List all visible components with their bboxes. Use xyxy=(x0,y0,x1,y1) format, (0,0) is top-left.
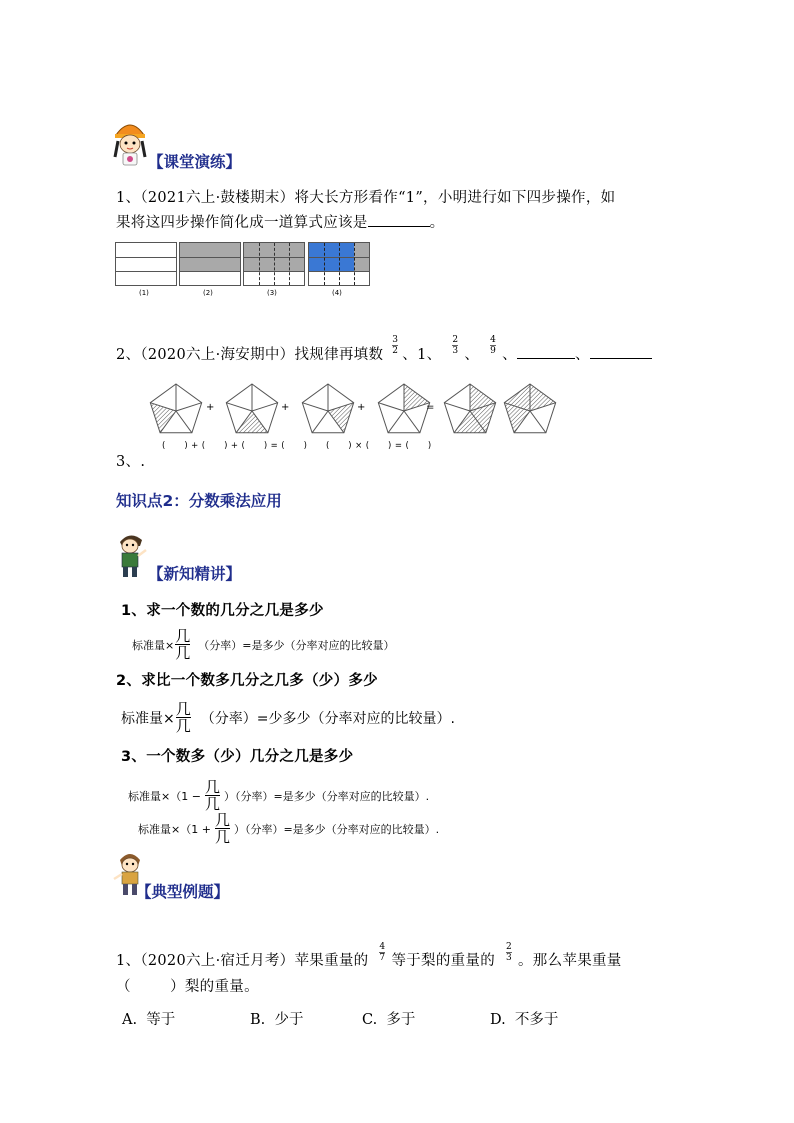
q2-frac-3: $\frac{4}{9}$ xyxy=(490,335,497,356)
item1-frac: $\frac{\text{几}}{\text{几}}$ xyxy=(175,627,191,662)
item3-title: 3、一个数多（少）几分之几是多少 xyxy=(121,749,354,765)
q2-answer-blank-2[interactable] xyxy=(590,358,652,359)
q3-label: 3、. xyxy=(116,454,146,470)
girl-mascot-icon xyxy=(112,117,148,167)
pentagon-1 xyxy=(150,384,201,433)
item2-title: 2、求比一个数多几分之几多（少）多少 xyxy=(116,673,378,689)
item1-formula: 标准量× $\frac{\text{几}}{\text{几}}$ （分率）=是多少（分率对应的比较量） xyxy=(132,627,395,662)
fig-label-1: (1) xyxy=(139,289,149,297)
option-a[interactable]: A. 等于 xyxy=(122,1012,176,1028)
fig-label-2: (2) xyxy=(203,289,213,297)
item3-frac-minus: $\frac{\text{几}}{\text{几}}$ xyxy=(204,778,220,813)
op-plus-2: + xyxy=(281,402,290,413)
section-header-new-knowledge: 【新知精讲】 xyxy=(148,565,242,583)
q1-line1: 1、（2021六上·鼓楼期末）将大长方形看作“1”，小明进行如下四步操作，如 xyxy=(116,190,616,206)
pentagon-3 xyxy=(302,384,353,433)
item3-formula-minus: 标准量×（1 − $\frac{\text{几}}{\text{几}}$ ）（分率）=是多少（分率对应的比较量）. xyxy=(128,778,430,813)
q3-answer-row: ( ) + ( ) + ( ) = ( ) ( ) × ( ) = ( ) xyxy=(162,441,432,451)
section-header-practice: 【课堂演练】 xyxy=(148,153,242,171)
q2-answer-blank-1[interactable] xyxy=(517,358,575,359)
item1-title: 1、求一个数的几分之几是多少 xyxy=(121,603,324,619)
op-equals: = xyxy=(426,402,435,413)
rect-step-3 xyxy=(243,242,305,286)
q2-frac-2: $\frac{2}{3}$ xyxy=(452,335,459,356)
example1-frac-2: $\frac{2}{3}$ xyxy=(505,942,512,963)
item3-formula-plus: 标准量×（1 + $\frac{\text{几}}{\text{几}}$ ）（分率）=是多少（分率对应的比较量）. xyxy=(138,811,440,846)
item2-formula: 标准量× $\frac{\text{几}}{\text{几}}$ （分率）=少多少（分率对应的比较量）. xyxy=(121,700,455,735)
option-d[interactable]: D. 不多于 xyxy=(490,1012,559,1028)
example1-line1: 1、（2020六上·宿迁月考）苹果重量的 $\frac{4}{7}$ 等于梨的重量的 $\frac{2}{3}$ 。那么苹果重量 xyxy=(116,942,622,969)
op-plus-1: + xyxy=(206,402,215,413)
item3-frac-plus: $\frac{\text{几}}{\text{几}}$ xyxy=(214,811,230,846)
example1-line2: （ ）梨的重量。 xyxy=(116,979,259,995)
op-plus-3: + xyxy=(357,402,366,413)
q1-line2: 果将这四步操作简化成一道算式应该是 。 xyxy=(116,215,445,231)
knowledge-point-title: 知识点2：分数乘法应用 xyxy=(116,492,282,510)
example1-frac-1: $\frac{4}{7}$ xyxy=(379,942,386,963)
rect-step-2 xyxy=(179,242,241,286)
rect-step-4 xyxy=(308,242,370,286)
pentagon-2 xyxy=(226,384,277,433)
q2-line: 2、（2020六上·海安期中）找规律再填数 $\frac{3}{2}$ 、1、 $\frac{2}{3}$ 、 $\frac{4}{9}$ 、 、 xyxy=(116,343,652,365)
fig-label-3: (3) xyxy=(267,289,277,297)
option-b[interactable]: B. 少于 xyxy=(250,1012,304,1028)
q1-answer-blank[interactable] xyxy=(368,226,430,227)
fig-label-4: (4) xyxy=(332,289,342,297)
item2-frac: $\frac{\text{几}}{\text{几}}$ xyxy=(175,700,191,735)
pentagon-4 xyxy=(378,384,429,433)
pentagon-6 xyxy=(504,384,555,433)
option-c[interactable]: C. 多于 xyxy=(362,1012,416,1028)
q2-frac-1: $\frac{3}{2}$ xyxy=(392,335,399,356)
boy-mascot-icon xyxy=(112,528,148,578)
pentagon-5 xyxy=(444,384,495,433)
section-header-examples: 【典型例题】 xyxy=(136,883,230,901)
rect-step-1 xyxy=(115,242,177,286)
